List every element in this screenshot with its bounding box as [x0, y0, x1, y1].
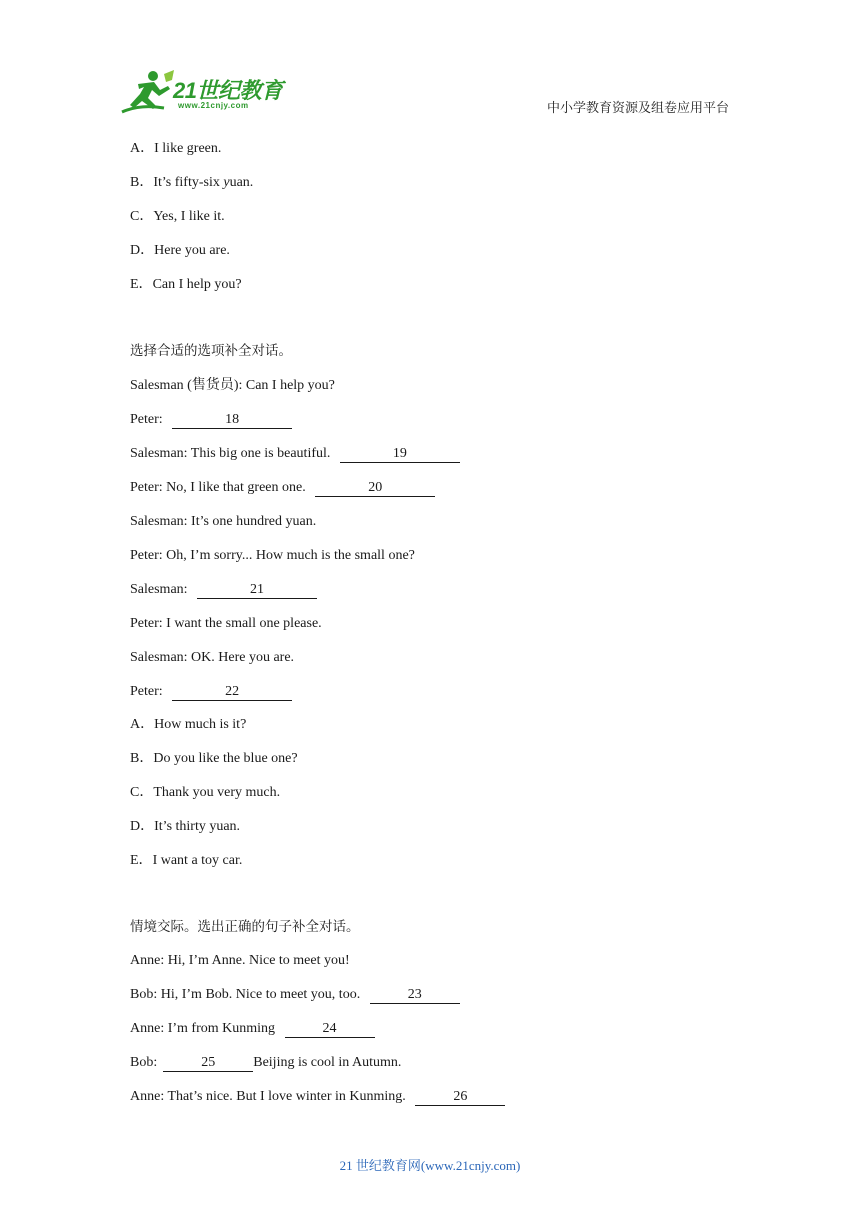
dialogue-text: Peter: Oh, I’m sorry... How much is the small one? [130, 548, 415, 563]
option-text: Do you like the blue one? [153, 751, 298, 766]
dialogue-line [130, 377, 335, 395]
dialogue-line [130, 649, 294, 667]
dialogue-text: Salesman (售货员): Can I help you? [130, 378, 335, 393]
option-text: Can I help you? [152, 277, 242, 292]
option-label: E． [130, 853, 153, 868]
dialogue-text: Salesman: It’s one hundred yuan. [130, 514, 317, 529]
dialogue-line [130, 1020, 375, 1038]
option-label: A． [130, 717, 155, 732]
dialogue-line [130, 513, 316, 531]
answer-blank[interactable]: 26 [415, 1089, 505, 1106]
logo-url: www.21cnjy.com [178, 101, 249, 110]
page-footer[interactable]: 21 世纪教育网(www.21cnjy.com) [339, 1158, 521, 1173]
dialogue-line [130, 445, 460, 463]
dialogue-line [130, 683, 292, 701]
option-text: It’s fifty-six [153, 175, 224, 190]
option-label: E． [130, 277, 153, 292]
option-label: B． [130, 175, 154, 190]
option-a [130, 140, 221, 158]
dialogue-text: Beijing is cool in Autumn. [253, 1055, 402, 1070]
answer-blank[interactable]: 19 [340, 446, 460, 463]
dialogue-text: Peter: I want the small one please. [130, 616, 322, 631]
option-a [130, 716, 246, 734]
dialogue-line [130, 547, 415, 565]
dialogue-text: Anne: I’m from Kunming [130, 1021, 276, 1036]
page-header [0, 0, 860, 125]
dialogue-line [130, 411, 292, 429]
answer-blank[interactable]: 24 [285, 1021, 375, 1038]
dialogue-line [130, 1054, 401, 1072]
dialogue-text: Salesman: OK. Here you are. [130, 650, 295, 665]
option-e [130, 276, 242, 294]
option-text: Here you are. [154, 243, 230, 258]
answer-blank[interactable]: 21 [197, 582, 317, 599]
dialogue-line [130, 615, 322, 633]
option-text: I like green. [154, 141, 222, 156]
option-d [130, 242, 230, 260]
dialogue-line [130, 581, 317, 599]
dialogue-text: Bob: [130, 1055, 158, 1070]
dialogue-text: Anne: Hi, I’m Anne. Nice to meet you! [130, 953, 350, 968]
option-text: uan. [229, 175, 254, 190]
option-b [130, 174, 253, 192]
answer-blank[interactable]: 18 [172, 412, 292, 429]
dialogue-text: Anne: That’s nice. But I love winter in Kunming. [130, 1089, 406, 1104]
dialogue-text: Peter: [130, 684, 163, 699]
option-label: C． [130, 785, 154, 800]
answer-blank[interactable]: 22 [172, 684, 292, 701]
option-text-italic: y [223, 175, 230, 190]
dialogue-text: Peter: No, I like that green one. [130, 480, 306, 495]
option-c [130, 208, 225, 226]
answer-blank[interactable]: 20 [315, 480, 435, 497]
logo-text: 21世纪教育 [173, 78, 283, 103]
dialogue-line [130, 1088, 505, 1106]
option-text: Yes, I like it. [153, 209, 225, 224]
dialogue-text: Salesman: [130, 582, 188, 597]
dialogue-line [130, 479, 435, 497]
runner-icon [120, 68, 176, 114]
answer-blank[interactable]: 23 [370, 987, 460, 1004]
option-label: B． [130, 751, 154, 766]
option-text: It’s thirty yuan. [154, 819, 241, 834]
option-label: C． [130, 209, 154, 224]
option-b [130, 750, 298, 768]
section-instruction: 情境交际。选出正确的句子补全对话。 [130, 919, 360, 935]
dialogue-line [130, 986, 460, 1004]
option-text: Thank you very much. [153, 785, 281, 800]
platform-title: 中小学教育资源及组卷应用平台 [546, 101, 729, 116]
dialogue-text: Salesman: This big one is beautiful. [130, 446, 331, 461]
dialogue-text: Bob: Hi, I’m Bob. Nice to meet you, too. [130, 987, 361, 1002]
answer-blank[interactable]: 25 [163, 1055, 253, 1072]
option-label: D． [130, 243, 155, 258]
dialogue-line [130, 952, 350, 970]
option-label: D． [130, 819, 155, 834]
option-c [130, 784, 280, 802]
option-e [130, 852, 242, 870]
section-instruction: 选择合适的选项补全对话。 [130, 343, 292, 359]
option-text: How much is it? [154, 717, 247, 732]
logo [120, 68, 290, 114]
dialogue-text: Peter: [130, 412, 163, 427]
option-label: A． [130, 141, 155, 156]
option-d [130, 818, 240, 836]
option-text: I want a toy car. [152, 853, 243, 868]
